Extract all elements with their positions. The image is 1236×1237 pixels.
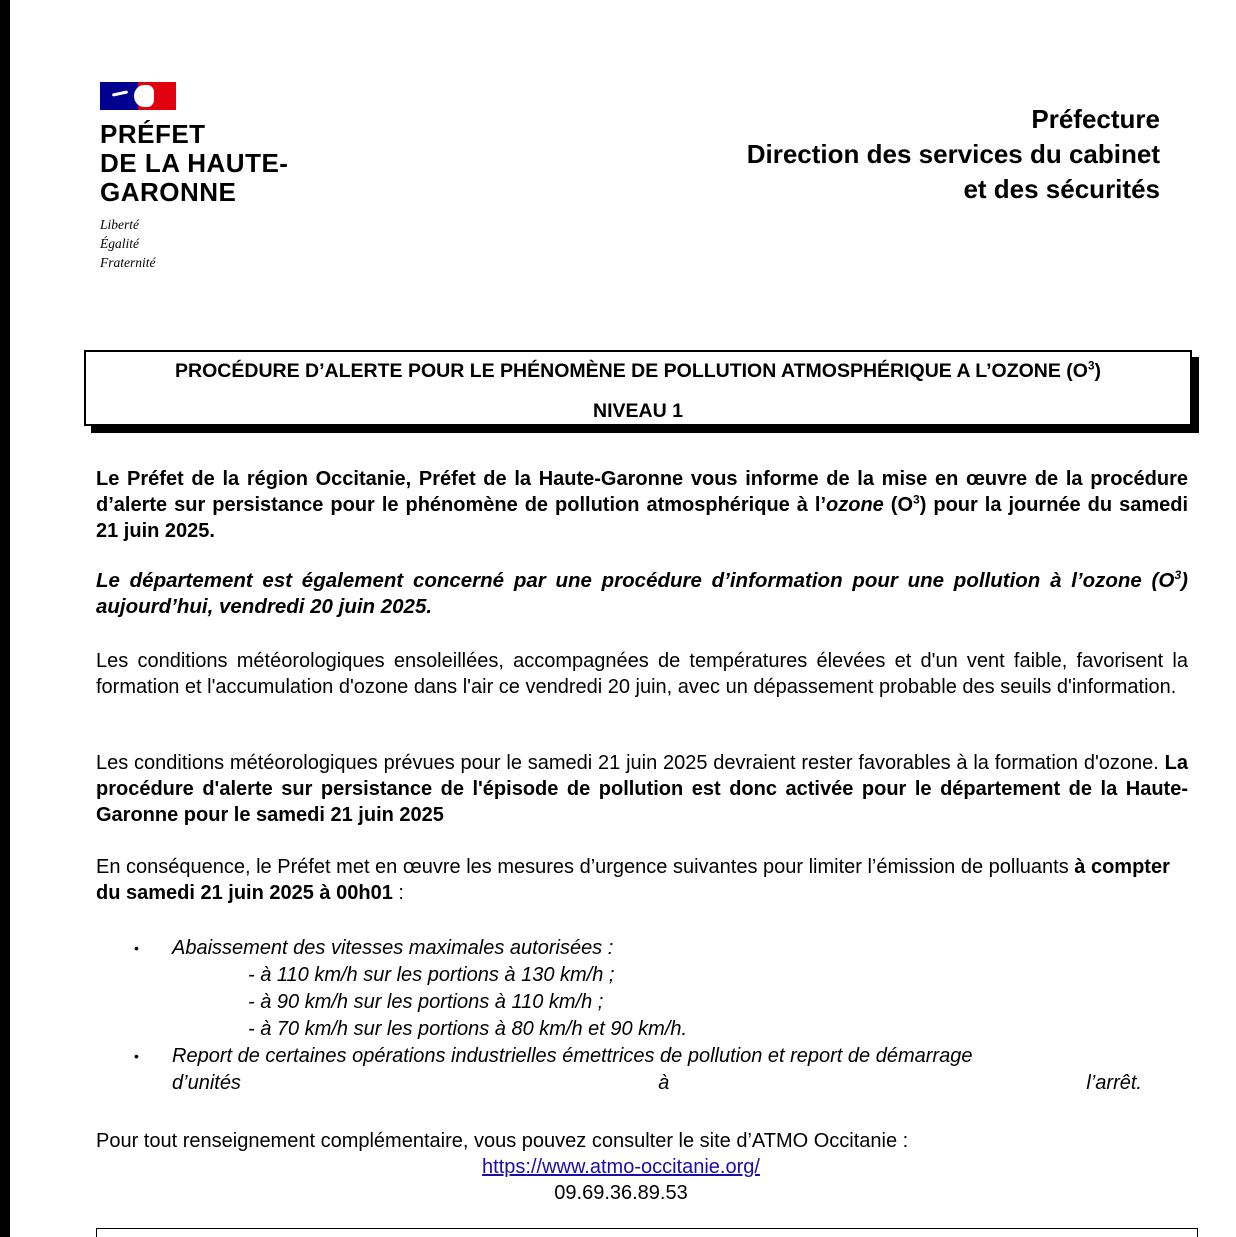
next-box-edge <box>96 1228 1198 1237</box>
industry-line-2: d’unités à l’arrêt. <box>172 1072 1142 1094</box>
contact-phone: 09.69.36.89.53 <box>554 1182 688 1204</box>
motto-line: Liberté <box>100 217 139 232</box>
office-line: et des sécurités <box>963 174 1160 204</box>
weather-paragraph: Les conditions météorologiques ensoleillées, accompagnées de températures élevées et d'un vent faible, favorisent la formation et l'accumulation d'ozone dans l'air ce vendredi 20 juin, avec un dépassement probable des seuils d'information. <box>96 650 1188 698</box>
list-item: • Abaissement des vitesses maximales autorisées : <box>96 935 1188 962</box>
marianne-flag-icon <box>100 82 176 110</box>
info-notice-paragraph: Le département est également concerné par une procédure d’information pour une pollution à l’ozone $(O^3)$ aujourd’hui, vendredi 20 juin 2025. <box>96 568 1188 618</box>
office-line: Préfecture <box>1031 104 1160 134</box>
contact-section <box>96 1128 1188 1206</box>
office-line: Direction des services du cabinet <box>746 139 1160 169</box>
alert-level: NIVEAU 1 <box>593 400 683 422</box>
prefecture-logo <box>100 82 360 272</box>
prefet-title-line: GARONNE <box>100 177 237 207</box>
speed-item: - à 110 km/h sur les portions à 130 km/h ; <box>248 964 615 986</box>
republic-motto <box>100 215 360 272</box>
alert-title: PROCÉDURE D’ALERTE POUR LE PHÉNOMÈNE DE POLLUTION ATMOSPHÉRIQUE A L’OZONE $(O^3)$ <box>175 359 1101 382</box>
intro-paragraph: Le Préfet de la région Occitanie, Préfet de la Haute-Garonne vous informe de la mise en œuvre de la procédure d’alerte sur persistance pour le phénomène de pollution atmosphérique à l’ozone $(O^3)$ pour la journée du samedi 21 juin 2025. <box>96 468 1189 542</box>
list-item: • Report de certaines opérations industrielles émettrices de pollution et report de démarrage <box>96 1043 1188 1070</box>
prefet-title-line: DE LA HAUTE- <box>100 148 289 178</box>
speed-item: - à 90 km/h sur les portions à 110 km/h ; <box>248 991 604 1013</box>
bullet-icon: • <box>134 1048 139 1064</box>
prefet-title <box>100 120 360 207</box>
contact-text: Pour tout renseignement complémentaire, vous pouvez consulter le site d’ATMO Occitanie : <box>96 1130 909 1152</box>
atmo-website-link[interactable]: https://www.atmo-occitanie.org/ <box>482 1156 760 1178</box>
speed-item: - à 70 km/h sur les portions à 80 km/h et 90 km/h. <box>248 1018 688 1040</box>
motto-line: Fraternité <box>100 255 156 270</box>
issuing-office <box>747 102 1160 207</box>
scan-border <box>0 0 10 1237</box>
prefet-title-line: PRÉFET <box>100 119 206 149</box>
measures-list <box>96 935 1188 1097</box>
motto-line: Égalité <box>100 236 139 251</box>
alert-title-box <box>84 350 1192 426</box>
forecast-paragraph: Les conditions météorologiques prévues pour le samedi 21 juin 2025 devraient rester favorables à la formation d'ozone. La procédure d'alerte sur persistance de l'épisode de pollution est donc activée pour le département de la Haute-Garonne pour le samedi 21 juin 2025 <box>96 752 1188 826</box>
measures-paragraph: En conséquence, le Préfet met en œuvre les mesures d’urgence suivantes pour limiter l’émission de polluants à compter du samedi 21 juin 2025 à 00h01 : <box>96 856 1170 904</box>
bullet-icon: • <box>134 940 139 956</box>
